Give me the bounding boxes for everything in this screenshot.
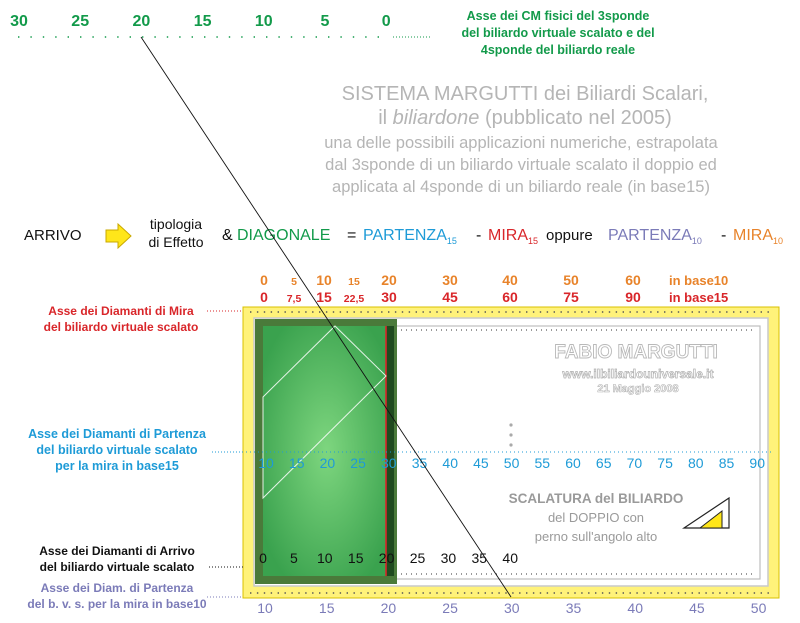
title-block xyxy=(324,83,718,196)
label-mira-2: del biliardo virtuale scalato xyxy=(43,320,199,334)
partenza10-tick-25: 25 xyxy=(442,600,458,616)
arrivo-tick-30: 30 xyxy=(440,550,457,566)
mira-base10-60: 60 xyxy=(625,272,641,288)
formula-minus-2: - xyxy=(721,227,727,244)
mira-base15-45: 45 xyxy=(442,289,458,305)
partenza15-tick-70: 70 xyxy=(626,455,643,471)
formula-oppure: oppure xyxy=(546,227,593,244)
author-name: FABIO MARGUTTI xyxy=(554,342,718,363)
scalatura-line-2: del DOPPIO con xyxy=(547,510,645,525)
desc-line-1: una delle possibili applicazioni numeriche, estrapolata xyxy=(324,134,718,152)
top-cm-scale xyxy=(10,9,654,57)
formula-amp: & xyxy=(222,227,233,244)
arrow-right-icon xyxy=(106,224,131,248)
mira-base10-10: 10 xyxy=(316,272,332,288)
desc-line-3: applicata al 4sponde di un biliardo reale (in base15) xyxy=(332,178,710,196)
marker-dot-2 xyxy=(509,433,512,436)
mira-base15-30: 30 xyxy=(381,289,397,305)
partenza15-tick-35: 35 xyxy=(411,455,428,471)
author-date: 21 Maggio 2008 xyxy=(597,383,679,395)
partenza15-tick-45: 45 xyxy=(473,455,489,471)
arrivo-tick-35: 35 xyxy=(471,550,488,566)
partenza15-tick-20: 20 xyxy=(319,455,336,471)
real-table-dark-cushion xyxy=(386,326,394,576)
top-scale-tick-0: 0 xyxy=(381,13,391,30)
formula-arrivo: ARRIVO xyxy=(24,227,82,244)
top-scale-tick-5: 5 xyxy=(320,13,330,30)
partenza15-tick-40: 40 xyxy=(442,455,458,471)
partenza15-tick-55: 55 xyxy=(534,455,551,471)
partenza15-tick-65: 65 xyxy=(595,455,612,471)
mira-base15-label: in base15 xyxy=(669,290,729,305)
arrivo-tick-0: 0 xyxy=(259,550,267,566)
partenza15-tick-75: 75 xyxy=(657,455,673,471)
partenza15-tick-60: 60 xyxy=(565,455,581,471)
top-scale-tick-25: 25 xyxy=(71,13,90,30)
label-partenza15-1: Asse dei Diamanti di Partenza xyxy=(28,427,206,441)
desc-line-2: dal 3sponde di un biliardo virtuale scalato il doppio ed xyxy=(325,156,717,174)
mira-base10-30: 30 xyxy=(442,272,458,288)
label-mira-1: Asse dei Diamanti di Mira xyxy=(48,304,194,318)
label-partenza15-2: del biliardo virtuale scalato xyxy=(36,443,198,457)
partenza10-tick-50: 50 xyxy=(750,600,767,616)
label-partenza10-2: del b. v. s. per la mira in base10 xyxy=(27,597,207,611)
mira-base15-15: 15 xyxy=(316,289,332,305)
label-arrivo-2: del biliardo virtuale scalato xyxy=(39,560,195,574)
partenza10-tick-35: 35 xyxy=(565,600,582,616)
arrivo-tick-25: 25 xyxy=(409,550,426,566)
mira-base10-0: 0 xyxy=(260,272,268,288)
label-partenza15-3: per la mira in base15 xyxy=(55,459,179,473)
top-scale-tick-20: 20 xyxy=(132,13,151,30)
partenza15-tick-25: 25 xyxy=(350,455,366,471)
formula-partenza15: $PARTENZA_{15}$ xyxy=(363,227,457,246)
mira-base10-5: 5 xyxy=(291,276,297,288)
formula-row xyxy=(24,216,783,250)
partenza15-tick-80: 80 xyxy=(688,455,704,471)
partenza15-tick-15: 15 xyxy=(288,455,305,471)
formula-tipologia-2: di Effetto xyxy=(148,234,204,250)
partenza10-tick-20: 20 xyxy=(380,600,397,616)
formula-eq: = xyxy=(347,227,357,244)
top-caption-1: Asse dei CM fisici del 3sponde xyxy=(466,9,650,23)
mira-base15-22,5: 22,5 xyxy=(343,293,365,305)
mira-base10-label: in base10 xyxy=(669,273,729,288)
top-scale-tick-10: 10 xyxy=(254,13,273,30)
mira-base15-75: 75 xyxy=(563,289,579,305)
marker-dot-1 xyxy=(509,423,512,426)
partenza10-tick-40: 40 xyxy=(627,600,643,616)
top-scale-tick-15: 15 xyxy=(193,13,212,30)
mira-base15-60: 60 xyxy=(502,289,518,305)
mira-base10-50: 50 xyxy=(563,272,579,288)
arrivo-tick-40: 40 xyxy=(502,550,518,566)
arrivo-tick-15: 15 xyxy=(347,550,364,566)
partenza10-tick-45: 45 xyxy=(689,600,705,616)
left-axis-labels xyxy=(27,304,243,611)
formula-mira15: $MIRA_{15}$ xyxy=(488,227,539,246)
mira-scale xyxy=(260,272,728,305)
partenza15-tick-85: 85 xyxy=(718,455,735,471)
top-scale-tick-30: 30 xyxy=(10,13,28,30)
real-table-felt xyxy=(263,326,390,576)
partenza15-tick-10: 10 xyxy=(258,455,274,471)
marker-dot-3 xyxy=(509,443,512,446)
partenza15-tick-50: 50 xyxy=(503,455,520,471)
partenza15-tick-90: 90 xyxy=(749,455,765,471)
author-site: www.ilbiliardouniversale.it xyxy=(562,367,714,381)
top-caption-2: del biliardo virtuale scalato e del xyxy=(461,26,655,40)
top-caption-3: 4sponde del biliardo reale xyxy=(480,43,636,57)
mira-base15-90: 90 xyxy=(625,289,641,305)
label-arrivo-1: Asse dei Diamanti di Arrivo xyxy=(39,544,195,558)
scalatura-line-3: perno sull'angolo alto xyxy=(534,529,658,544)
mira-base15-7,5: 7,5 xyxy=(286,293,302,305)
partenza10-tick-30: 30 xyxy=(504,600,520,616)
formula-minus-1: - xyxy=(476,227,482,244)
partenza15-tick-30: 30 xyxy=(381,455,397,471)
title-line-1: SISTEMA MARGUTTI dei Biliardi Scalari, xyxy=(341,83,709,105)
title-line-2: il biliardone (pubblicato nel 2005) xyxy=(378,107,672,129)
mira-base10-15: 15 xyxy=(348,276,360,288)
arrivo-tick-10: 10 xyxy=(317,550,333,566)
arrivo-tick-20: 20 xyxy=(378,550,395,566)
formula-diagonale: DIAGONALE xyxy=(237,227,331,244)
partenza10-tick-15: 15 xyxy=(318,600,335,616)
arrivo-tick-5: 5 xyxy=(290,550,298,566)
mira-base10-40: 40 xyxy=(502,272,518,288)
formula-mira10: $MIRA_{10}$ xyxy=(733,227,784,246)
partenza10-tick-10: 10 xyxy=(257,600,273,616)
label-partenza10-1: Asse dei Diam. di Partenza xyxy=(40,581,194,595)
mira-base15-0: 0 xyxy=(260,289,268,305)
formula-partenza10: $PARTENZA_{10}$ xyxy=(608,227,702,246)
scalatura-line-1: SCALATURA del BILIARDO xyxy=(508,491,684,506)
formula-tipologia-1: tipologia xyxy=(149,216,203,232)
mira-base10-20: 20 xyxy=(381,272,397,288)
